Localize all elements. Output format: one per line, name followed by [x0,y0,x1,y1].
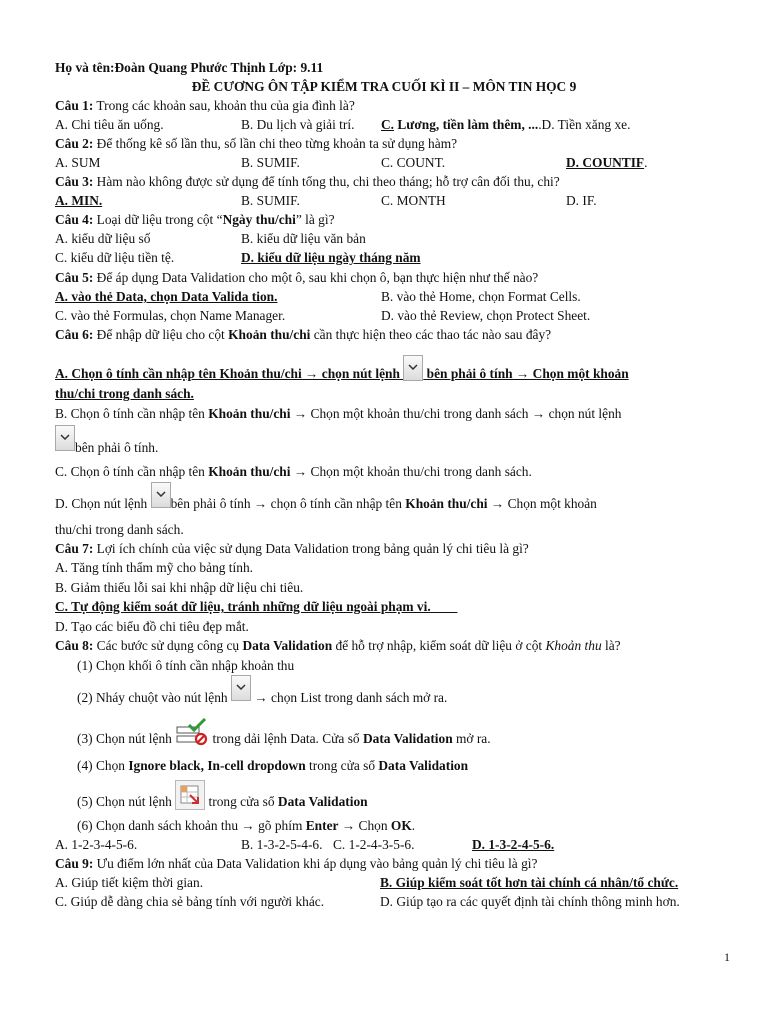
q8-step-2: (2) Nháy chuột vào nút lệnh → chọn List trong danh sách mở ra. [77,680,447,707]
q4-option-b: B. kiểu dữ liệu văn bản [241,231,366,246]
dropdown-arrow-icon [403,355,423,381]
q1-option-d: .D. Tiền xăng xe. [538,117,631,132]
q3-option-b: B. SUMIF. [241,193,300,208]
question-label: Câu 5: [55,270,94,285]
dropdown-arrow-icon [151,482,171,508]
question-label: Câu 8: [55,638,94,653]
question-label: Câu 4: [55,212,94,227]
q8-option-a: A. 1-2-3-4-5-6. [55,837,138,852]
question-text: Để thống kê số lần thu, số lần chi theo từng khoản ta sử dụng hàm? [93,136,458,151]
q7-option-b: B. Giảm thiểu lỗi sai khi nhập dữ liệu chi tiêu. [55,580,304,595]
question-3 [55,172,560,191]
data-validation-icon [175,718,209,746]
q7-option-c: C. Tự động kiểm soát dữ liệu, tránh những dữ liệu ngoài phạm vi. [55,599,431,614]
dropdown-arrow-icon [55,425,75,451]
q8-option-c: C. 1-2-4-3-5-6. [333,837,415,852]
question-5 [55,268,538,287]
q1-option-c [381,115,630,134]
q5-option-b: B. vào thẻ Home, chọn Format Cells. [381,289,581,304]
q2-option-c: C. COUNT. [381,155,446,170]
q2-option-d: D. COUNTIF. [566,155,648,170]
question-label: Câu 1: [55,98,94,113]
q5-option-a: A. vào thẻ Data, chọn Data Valida tion. [55,289,278,304]
q6-option-d-line2: thu/chi trong danh sách. [55,522,184,537]
q9-option-c: C. Giúp dễ dàng chia sẻ bảng tính với người khác. [55,894,325,909]
q6-option-b-line2: bên phải ô tính. [55,430,158,457]
question-text: Để áp dụng Data Validation cho một ô, sau khi chọn ô, bạn thực hiện như thế nào? [93,270,539,285]
q3-option-d: D. IF. [566,193,597,208]
student-name-line: Họ và tên:Đoàn Quang Phước Thịnh Lớp: 9.11 [55,60,324,75]
q8-step-4: (4) Chọn Ignore black, In-cell dropdown trong cửa sổ Data Validation [77,758,469,773]
question-text: Ưu điểm lớn nhất của Data Validation khi áp dụng vào bảng quản lý chi tiêu là gì? [93,856,538,871]
question-label: Câu 2: [55,136,94,151]
question-text: Lợi ích chính của việc sử dụng Data Validation trong bảng quản lý chi tiêu là gì? [93,541,529,556]
q8-step-3: (3) Chọn nút lệnh trong dải lệnh Data. Cửa sổ Data Validation mở ra. [77,718,491,748]
q2-option-b: B. SUMIF. [241,155,300,170]
q4-option-a: A. kiểu dữ liệu số [55,231,151,246]
document-title: ĐỀ CƯƠNG ÔN TẬP KIỂM TRA CUỐI KÌ II – MÔN TIN HỌC 9 [191,79,577,94]
q5-option-d: D. vào thẻ Review, chọn Protect Sheet. [381,308,591,323]
q8-option-d: D. 1-3-2-4-5-6. [472,837,555,852]
dropdown-arrow-icon [231,675,251,701]
question-8: Câu 8: Các bước sử dụng công cụ Data Validation để hỗ trợ nhập, kiểm soát dữ liệu ở cột Khoản thu là? [55,638,621,653]
question-label: Câu 9: [55,856,94,871]
q2-answer: D. COUNTIF [566,155,645,170]
ignore-blank-icon [175,780,205,810]
q9-option-a: A. Giúp tiết kiệm thời gian. [55,875,204,890]
question-2 [55,134,457,153]
q9-option-d: D. Giúp tạo ra các quyết định tài chính thông minh hơn. [380,894,680,909]
q4-option-d: D. kiểu dữ liệu ngày tháng năm [241,250,421,265]
question-4: Câu 4: Loại dữ liệu trong cột “Ngày thu/chi” là gì? [55,212,335,227]
q7-option-d: D. Tạo các biểu đồ chi tiêu đẹp mắt. [55,619,249,634]
q3-option-c: C. MONTH [381,193,446,208]
q8-option-b: B. 1-3-2-5-4-6. [241,837,323,852]
question-text: Trong các khoản sau, khoản thu của gia đình là? [93,98,355,113]
q5-option-c: C. vào thẻ Formulas, chọn Name Manager. [55,308,286,323]
question-1 [55,96,355,115]
question-label: Câu 6: [55,327,94,342]
page-number: 1 [724,950,730,964]
question-9 [55,854,537,873]
q4-option-c: C. kiểu dữ liệu tiền tệ. [55,250,175,265]
question-label: Câu 3: [55,174,94,189]
q1-option-c-letter: C. [381,117,395,132]
q2-option-a: A. SUM [55,155,101,170]
question-text: Hàm nào không được sử dụng để tính tổng thu, chi theo tháng; hỗ trợ cân đối thu, chi? [93,174,560,189]
q6-option-a-line2: thu/chi trong danh sách. [55,386,194,401]
q6-option-d-line1: D. Chọn nút lệnh bên phải ô tính → chọn ô tính cần nhập tên Khoản thu/chi → Chọn một khoản [55,488,597,513]
q6-option-b-line1: B. Chọn ô tính cần nhập tên Khoản thu/chi → Chọn một khoản thu/chi trong danh sách → chọn nút lệnh [55,406,622,421]
q1-option-c-text: Lương, tiền làm thêm, ... [394,117,539,132]
q8-step-1: (1) Chọn khối ô tính cần nhập khoản thu [77,658,295,673]
question-6: Câu 6: Để nhập dữ liệu cho cột Khoản thu/chi cần thực hiện theo các thao tác nào sau đây? [55,327,552,342]
q7-option-a: A. Tăng tính thẩm mỹ cho bảng tính. [55,560,253,575]
q9-option-b: B. Giúp kiểm soát tốt hơn tài chính cá nhân/tổ chức. [380,875,679,890]
q6-option-c: C. Chọn ô tính cần nhập tên Khoản thu/chi → Chọn một khoản thu/chi trong danh sách. [55,464,532,479]
question-7 [55,539,529,558]
q3-option-a: A. MIN. [55,193,103,208]
q1-option-a: A. Chi tiêu ăn uống. [55,117,164,132]
q6-option-a-line1: A. Chọn ô tính cần nhập tên Khoản thu/chi → chọn nút lệnh bên phải ô tính → Chọn một khoản [55,364,629,383]
q8-step-5: (5) Chọn nút lệnh trong cửa sổ Data Validation [77,780,368,811]
question-label: Câu 7: [55,541,94,556]
q8-step-6: (6) Chọn danh sách khoản thu → gõ phím Enter → Chọn OK. [77,818,416,833]
q1-option-b: B. Du lịch và giải trí. [241,117,355,132]
